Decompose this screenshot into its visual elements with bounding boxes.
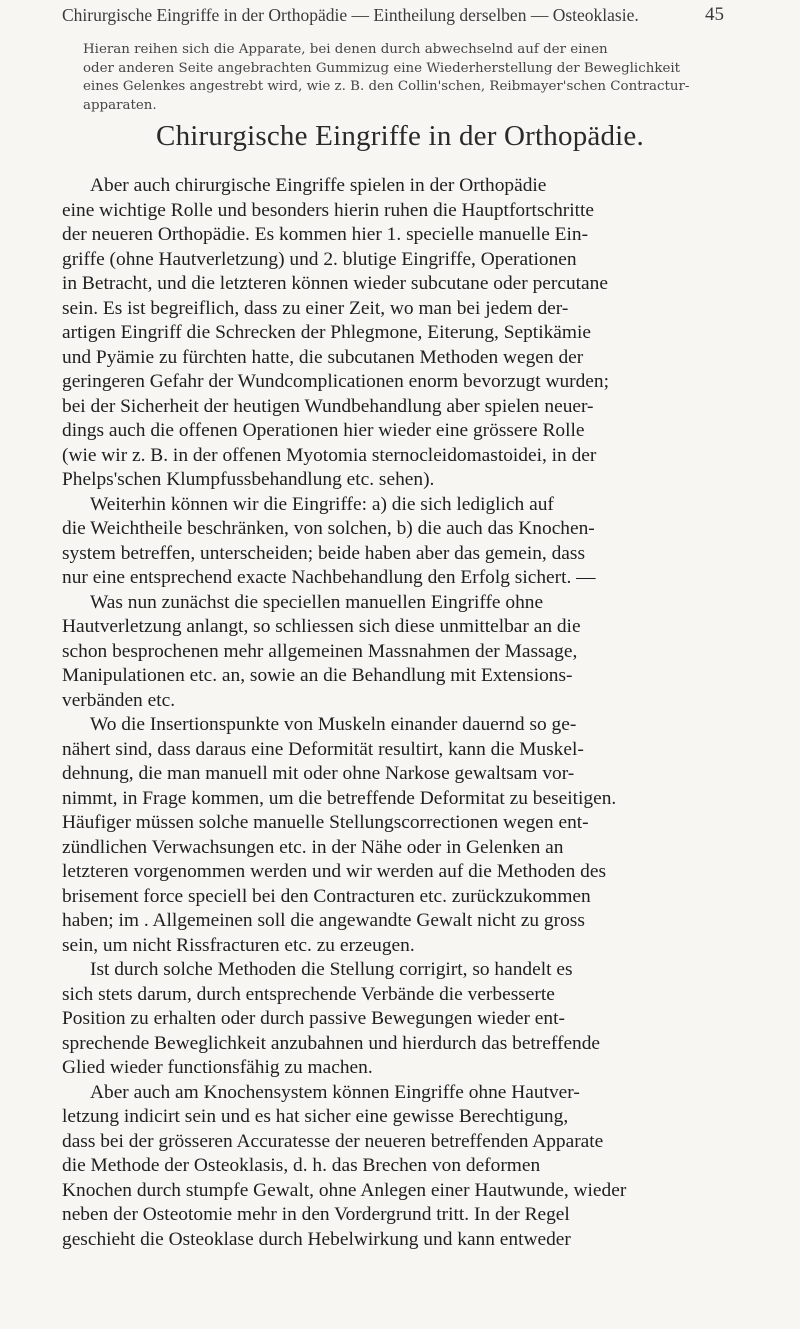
text-line: sein, um nicht Rissfracturen etc. zu erzeugen. [62,934,415,956]
text-line: haben; im . Allgemeinen soll die angewandte Gewalt nicht zu gross [62,910,585,931]
intro-paragraph [62,41,734,115]
text-line: system betreffen, unterscheiden; beide haben aber das gemein, dass [62,542,585,564]
body-text [62,174,736,1252]
text-line: in Betracht, und die letzteren können wieder subcutane oder percutane [62,273,608,294]
intro-line: Hieran reihen sich die Apparate, bei denen durch abwechselnd auf der einen [83,42,608,57]
intro-line: apparaten. [83,97,157,113]
text-line: geschieht die Osteoklase durch Hebelwirkung und kann entweder [62,1228,571,1250]
text-line: Knochen durch stumpfe Gewalt, ohne Anlegen einer Hautwunde, wieder [62,1179,627,1201]
page-number: 45 [705,4,724,25]
text-line: letzung indicirt sein und es hat sicher eine gewisse Berechtigung, [62,1106,569,1127]
text-line: (wie wir z. B. in der offenen Myotomia sternocleidomastoidei, in der [62,444,597,466]
text-line: nähert sind, dass daraus eine Deformität resultirt, kann die Muskel- [62,738,584,760]
text-line: die Weichtheile beschränken, von solchen, b) die auch das Knochen- [62,518,595,539]
intro-line: eines Gelenkes angestrebt wird, wie z. B. den Collin'schen, Reibmayer'schen Contractur- [83,79,690,94]
text-line: artigen Eingriff die Schrecken der Phlegmone, Eiterung, Septikämie [62,322,591,343]
text-line: Was nun zunächst die speciellen manuellen Eingriffe ohne [90,591,544,613]
text-line: Häufiger müssen solche manuelle Stellungscorrectionen wegen ent- [62,812,589,833]
text-line: verbänden etc. [62,689,176,711]
text-line: neben der Osteotomie mehr in den Vordergrund tritt. In der Regel [62,1204,570,1225]
text-line: sprechende Beweglichkeit anzubahnen und hierdurch das betreffende [62,1032,601,1054]
text-line: brisement force speciell bei den Contracturen etc. zurückzukommen [62,885,591,907]
text-line: Manipulationen etc. an, sowie an die Behandlung mit Extensions- [62,665,573,686]
text-line: nur eine entsprechend exacte Nachbehandlung den Erfolg sichert. — [62,567,596,588]
text-line: und Pyämie zu fürchten hatte, die subcutanen Methoden wegen der [62,346,584,368]
running-header [0,0,800,30]
text-line: dass bei der grösseren Accuratesse der neueren betreffenden Apparate [62,1130,604,1152]
text-line: sein. Es ist begreiflich, dass zu einer Zeit, wo man bei jedem der- [62,297,569,319]
text-line: geringeren Gefahr der Wundcomplicationen enorm bevorzugt wurden; [62,371,609,392]
text-line: dehnung, die man manuell mit oder ohne Narkose gewaltsam vor- [62,763,575,784]
text-line: Weiterhin können wir die Eingriffe: a) die sich lediglich auf [90,493,554,515]
text-line: Wo die Insertionspunkte von Muskeln einander dauernd so ge- [90,714,577,735]
text-line: sich stets darum, durch entsprechende Verbände die verbesserte [62,983,555,1005]
text-line: Ist durch solche Methoden die Stellung corrigirt, so handelt es [90,959,573,980]
text-line: Aber auch chirurgische Eingriffe spielen in der Orthopädie [90,175,547,196]
text-line: schon besprochenen mehr allgemeinen Massnahmen der Massage, [62,640,578,662]
text-line: eine wichtige Rolle und besonders hierin ruhen die Hauptfortschritte [62,199,595,221]
text-line: letzteren vorgenommen werden und wir werden auf die Methoden des [62,861,607,882]
text-line: Phelps'schen Klumpfussbehandlung etc. sehen). [62,469,435,490]
intro-line: oder anderen Seite angebrachten Gummizug eine Wiederherstellung der Beweglichkeit [83,60,681,76]
section-heading: Chirurgische Eingriffe in der Orthopädie. [156,120,644,152]
text-line: die Methode der Osteoklasis, d. h. das Brechen von deformen [62,1155,541,1176]
text-line: bei der Sicherheit der heutigen Wundbehandlung aber spielen neuer- [62,395,594,417]
text-line: zündlichen Verwachsungen etc. in der Nähe oder in Gelenken an [62,836,564,858]
text-line: Glied wieder functionsfähig zu machen. [62,1057,373,1078]
text-line: Hautverletzung anlangt, so schliessen sich diese unmittelbar an die [62,616,581,637]
text-line: griffe (ohne Hautverletzung) und 2. blutige Eingriffe, Operationen [62,248,577,270]
running-title: Chirurgische Eingriffe in der Orthopädie — Eintheilung derselben — Osteoklasie. [62,5,639,25]
text-line: nimmt, in Frage kommen, um die betreffende Deformitat zu beseitigen. [62,787,617,809]
text-line: dings auch die offenen Operationen hier wieder eine grössere Rolle [62,420,585,441]
text-line: der neueren Orthopädie. Es kommen hier 1. specielle manuelle Ein- [62,224,589,245]
text-line: Position zu erhalten oder durch passive Bewegungen wieder ent- [62,1008,565,1029]
text-line: Aber auch am Knochensystem können Eingriffe ohne Hautver- [90,1081,580,1103]
